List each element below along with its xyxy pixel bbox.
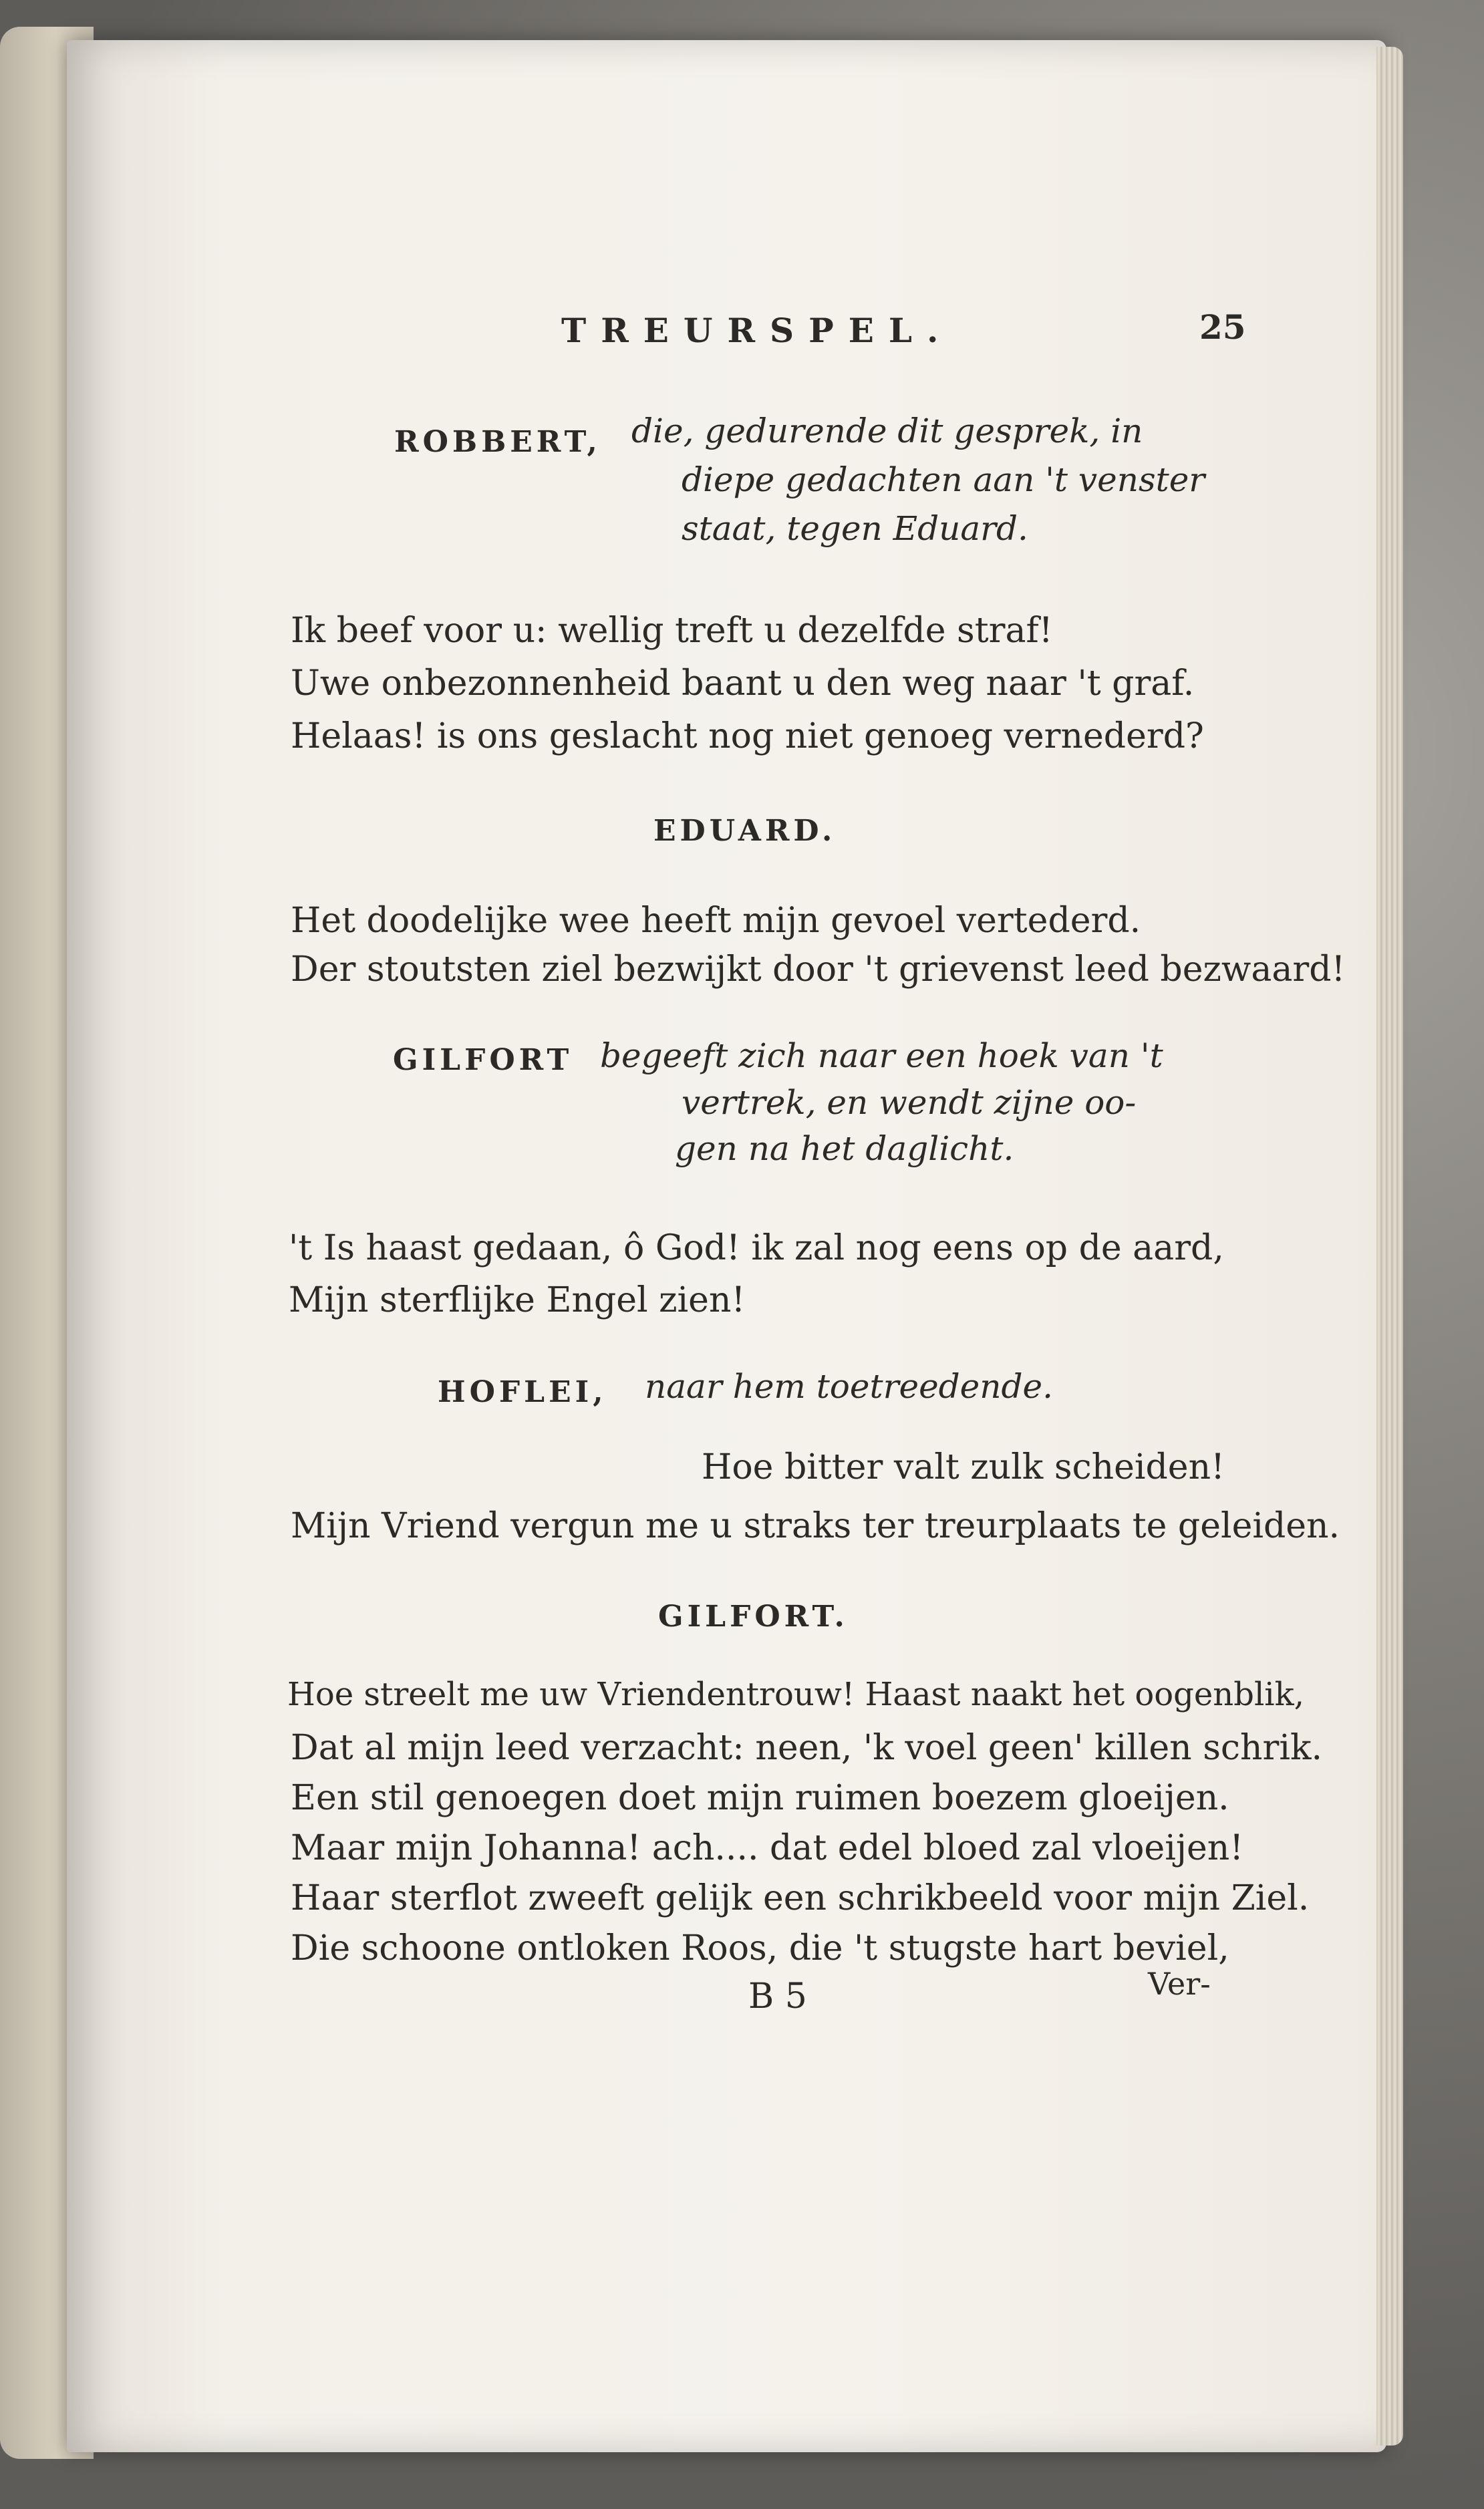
speaker-gilfort: GILFORT xyxy=(393,1043,573,1077)
verse-line: Mijn Vriend vergun me u straks ter treurplaats te geleiden. xyxy=(291,1506,1340,1546)
verse-line: Mijn sterflijke Engel zien! xyxy=(289,1280,746,1320)
stage-direction-line: diepe gedachten aan 't venster xyxy=(682,460,1205,499)
verse-line: Hoe streelt me uw Vriendentrouw! Haast naakt het oogenblik, xyxy=(287,1676,1304,1713)
stage-direction-line: begeeft zich naar een hoek van 't xyxy=(600,1036,1163,1075)
verse-line: Haar sterflot zweeft gelijk een schrikbeeld voor mijn Ziel. xyxy=(291,1878,1310,1918)
speaker-eduard: EDUARD. xyxy=(653,814,837,848)
page-number: 25 xyxy=(1199,307,1246,347)
speaker-gilfort: GILFORT. xyxy=(658,1600,849,1634)
verse-line: Die schoone ontloken Roos, die 't stugste hart beviel, xyxy=(291,1928,1229,1968)
speaker-robbert: ROBBERT, xyxy=(394,425,601,459)
catchword: Ver- xyxy=(1148,1966,1211,2002)
verse-line: Uwe onbezonnenheid baant u den weg naar 't graf. xyxy=(291,663,1195,704)
signature-mark: B 5 xyxy=(748,1976,807,2017)
verse-line: Een stil genoegen doet mijn ruimen boezem gloeijen. xyxy=(291,1778,1229,1818)
verse-line: Hoe bitter valt zulk scheiden! xyxy=(702,1447,1225,1487)
verse-line: Der stoutsten ziel bezwijkt door 't grievenst leed bezwaard! xyxy=(291,949,1346,990)
verse-line: Maar mijn Johanna! ach.... dat edel bloed zal vloeijen! xyxy=(291,1828,1244,1868)
stage-direction-line: staat, tegen Eduard. xyxy=(682,509,1028,548)
verse-line: Ik beef voor u: wellig treft u dezelfde straf! xyxy=(291,611,1053,651)
stage-direction-line: gen na het daglicht. xyxy=(675,1129,1014,1168)
verse-line: Helaas! is ons geslacht nog niet genoeg vernederd? xyxy=(291,716,1204,756)
stage-direction-line: naar hem toetreedende. xyxy=(645,1367,1053,1406)
running-title: TREURSPEL. xyxy=(561,311,953,350)
stage-direction-line: vertrek, en wendt zijne oo- xyxy=(682,1083,1137,1122)
verse-line: Dat al mijn leed verzacht: neen, 'k voel geen' killen schrik. xyxy=(291,1728,1323,1768)
verse-line: 't Is haast gedaan, ô God! ik zal nog eens op de aard, xyxy=(289,1228,1224,1268)
verse-line: Het doodelijke wee heeft mijn gevoel vertederd. xyxy=(291,901,1141,941)
page-stack-edge xyxy=(1376,47,1403,2446)
speaker-hoflei: HOFLEI, xyxy=(438,1375,607,1409)
stage-direction-line: die, gedurende dit gesprek, in xyxy=(631,412,1143,450)
